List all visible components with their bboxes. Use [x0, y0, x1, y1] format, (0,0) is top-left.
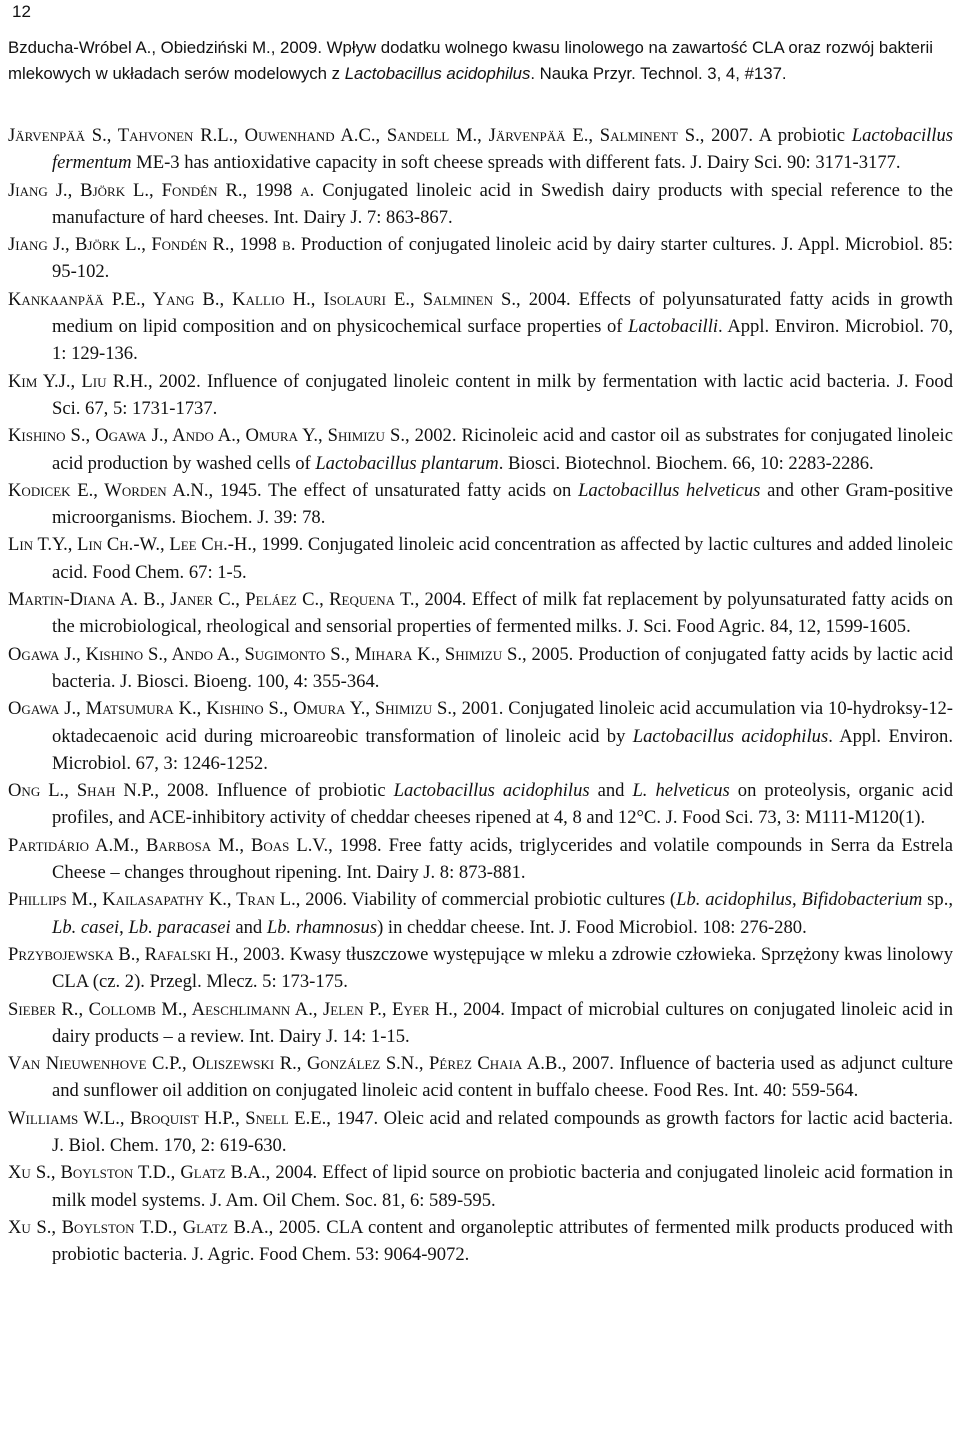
reference-text: Conjugated linoleic acid in Swedish dairy products with special reference to the manufacture of hard cheeses. Int. Dairy J. 7: 863-867. [52, 179, 954, 228]
reference-authors: Jiang J., Björk L., Fondén R., 1998 b. [8, 234, 296, 256]
reference-entry [8, 477, 953, 532]
reference-species-name: Lactobacillus helveticus [578, 479, 761, 501]
reference-entry [8, 286, 953, 368]
reference-authors: Ogawa J., Kishino S., Ando A., Sugimonto S., Mihara K., Shimizu S., 2005. [8, 643, 574, 665]
reference-entry [8, 1159, 953, 1214]
reference-species-name: Lactobacillus acidophilus [393, 780, 590, 802]
reference-entry [8, 1214, 953, 1269]
reference-text: Effects of polyunsaturated fatty acids in growth medium on lipid composition and on physicochemical surface properties of [52, 288, 953, 338]
reference-list [8, 122, 953, 1268]
reference-text: CLA content and organoleptic attributes of fermented milk products produced with probiotic bacteria. J. Agric. Food Chem. 53: 9064-9072. [52, 1216, 954, 1266]
reference-species-name: Lb. rhamnosus [266, 916, 378, 938]
reference-species-name: Lactobacillus acidophilus [632, 725, 829, 747]
reference-authors: Kishino S., Ogawa J., Ando A., Omura Y., Shimizu S., 2002. [8, 425, 457, 447]
reference-authors: Partidário A.M., Barbosa M., Boas L.V., 1998. [8, 834, 382, 856]
reference-authors: Ogawa J., Matsumura K., Kishino S., Omura Y., Shimizu S., 2001. [8, 698, 504, 720]
reference-entry [8, 641, 953, 696]
reference-entry [8, 1105, 953, 1160]
reference-text: Viability of commercial probiotic cultures ( [347, 889, 677, 911]
reference-entry [8, 886, 953, 941]
reference-authors: Martin-Diana A. B., Janer C., Peláez C., Requena T., 2004. [8, 589, 467, 611]
reference-entry [8, 368, 953, 423]
reference-species-name: Lb. paracasei [128, 916, 231, 938]
reference-authors: Xu S., Boylston T.D., Glatz B.A., 2005. [8, 1216, 321, 1238]
reference-text: Influence of bacteria used as adjunct culture and sunflower oil addition on conjugated linoleic acid content in buffalo cheese. Food Res. Int. 40: 559-564. [52, 1053, 953, 1102]
reference-entry [8, 695, 953, 777]
reference-entry [8, 1050, 953, 1105]
reference-species-name: Lb. acidophilus [676, 889, 793, 911]
reference-text: . Biosci. Biotechnol. Biochem. 66, 10: 2283-2286. [498, 452, 874, 474]
reference-text: The effect of unsaturated fatty acids on [261, 479, 579, 501]
citation-source: . Nauka Przyr. Technol. 3, 4, #137. [530, 64, 787, 83]
reference-text: and [589, 780, 633, 802]
reference-text: Influence of probiotic [208, 780, 394, 802]
reference-authors: Jiang J., Björk L., Fondén R., 1998 a. [8, 179, 315, 201]
reference-authors: Van Nieuwenhove C.P., Oliszewski R., González S.N., Pérez Chaia A.B., 2007. [8, 1053, 614, 1075]
reference-authors: Kankaanpää P.E., Yang B., Kallio H., Isolauri E., Salminen S., 2004. [8, 288, 571, 310]
reference-entry [8, 422, 953, 477]
reference-authors: Kim Y.J., Liu R.H., 2002. [8, 370, 201, 392]
article-citation [8, 35, 953, 87]
reference-species-name: L. helveticus [632, 780, 730, 802]
reference-text: Kwasy tłuszczowe występujące w mleku a zdrowie człowieka. Sprzężony kwas linolowy CLA (cz. 2). Przegl. Mlecz. 5: 173-175. [52, 943, 954, 993]
reference-text: Conjugated linoleic acid accumulation via 10-hydroksy-12-oktadecaenoic acid during microareobic transformation of linoleic acid by [52, 698, 953, 747]
reference-entry [8, 531, 953, 586]
reference-authors: Lin T.Y., Lin Ch.-W., Lee Ch.-H., 1999. [8, 534, 304, 556]
reference-text: Effect of lipid source on probiotic bacteria and conjugated linoleic acid formation in milk model systems. J. Am. Oil Chem. Soc. 81, 6: 589-595. [52, 1162, 954, 1211]
reference-text: Oleic acid and related compounds as growth factors for lactic acid bacteria. J. Biol. Chem. 170, 2: 619-630. [52, 1107, 954, 1156]
reference-entry [8, 832, 953, 887]
reference-text: ME-3 has antioxidative capacity in soft cheese spreads with different fats. J. Dairy Sci. 90: 3171-3177. [131, 152, 901, 174]
reference-text: . Appl. Environ. Microbiol. 70, 1: 129-136. [52, 316, 953, 365]
reference-text: Ricinoleic acid and castor oil as substrates for conjugated linoleic acid production by washed cells of [52, 425, 953, 474]
reference-entry [8, 177, 953, 232]
reference-text: Conjugated linoleic acid concentration as affected by lactic cultures and added linoleic acid. Food Chem. 67: 1-5. [52, 534, 953, 583]
reference-text: Production of conjugated fatty acids by lactic acid bacteria. J. Biosci. Bioeng. 100, 4: 355-364. [52, 643, 954, 692]
reference-authors: Sieber R., Collomb M., Aeschlimann A., Jelen P., Eyer H., 2004. [8, 998, 505, 1020]
reference-authors: Ong L., Shah N.P., 2008. [8, 780, 209, 802]
reference-authors: Phillips M., Kailasapathy K., Tran L., 2006. [8, 889, 348, 911]
reference-entry [8, 586, 953, 641]
page-number: 12 [12, 2, 31, 21]
reference-species-name: Bifidobacterium [801, 889, 923, 911]
reference-text: A probiotic [752, 125, 852, 146]
reference-text: Impact of microbial cultures on conjugated linoleic acid in dairy products – a review. Int. Dairy J. 14: 1-15. [52, 998, 954, 1047]
reference-text: and other Gram-positive microorganisms. Biochem. J. 39: 78. [52, 479, 953, 529]
reference-text: ) in cheddar cheese. Int. J. Food Microbiol. 108: 276-280. [377, 916, 807, 938]
reference-species-name: Lactobacillus plantarum [315, 452, 499, 474]
reference-authors: Przybojewska B., Rafalski H., 2003. [8, 943, 285, 965]
reference-text: Free fatty acids, triglycerides and volatile compounds in Serra da Estrela Cheese – changes throughout ripening. Int. Dairy J. 8: 873-881. [52, 834, 953, 884]
reference-authors: Xu S., Boylston T.D., Glatz B.A., 2004. [8, 1162, 318, 1184]
reference-text: Production of conjugated linoleic acid by dairy starter cultures. J. Appl. Microbiol. 85: 95-102. [52, 234, 954, 283]
reference-entry [8, 122, 953, 177]
reference-text: and [230, 916, 267, 938]
reference-entry [8, 996, 953, 1051]
reference-species-name: Lactobacilli [628, 316, 719, 338]
reference-text: sp., [922, 889, 954, 911]
reference-authors: Järvenpää S., Tahvonen R.L., Ouwenhand A.C., Sandell M., Järvenpää E., Salminent S., 2007. [8, 125, 753, 146]
reference-entry [8, 777, 953, 832]
reference-text: Effect of milk fat replacement by polyunsaturated fatty acids on the microbiological, rheological and sensorial properties of fermented milks. J. Sci. Food Agric. 84, 12, 1599-1605. [52, 589, 954, 638]
reference-authors: Kodicek E., Worden A.N., 1945. [8, 479, 262, 501]
citation-text: Bzducha-Wróbel A., Obiedziński M., 2009. Wpływ dodatku wolnego kwasu linolowego na zawartość CLA oraz rozwój bakterii mlekowych w układach serów modelowych z [8, 38, 933, 83]
reference-species-name: Lactobacillus fermentum [52, 125, 953, 174]
reference-entry [8, 941, 953, 996]
reference-text: . Appl. Environ. Microbiol. 67, 3: 1246-1252. [52, 725, 953, 774]
reference-text: , [792, 889, 802, 911]
reference-text: Influence of conjugated linoleic content in milk by fermentation with lactic acid bacteria. J. Food Sci. 67, 5: 1731-1737. [52, 370, 954, 419]
reference-text: , [119, 916, 129, 938]
reference-species-name: Lb. casei [52, 916, 120, 938]
reference-entry [8, 231, 953, 286]
reference-authors: Williams W.L., Broquist H.P., Snell E.E., 1947. [8, 1107, 379, 1129]
reference-text: on proteolysis, organic acid profiles, and ACE-inhibitory activity of cheddar cheeses ripened at 4, 8 and 12°C. J. Food Sci. 73, 3: M111-M120(1). [52, 780, 953, 829]
citation-species: Lactobacillus acidophilus [344, 64, 531, 83]
